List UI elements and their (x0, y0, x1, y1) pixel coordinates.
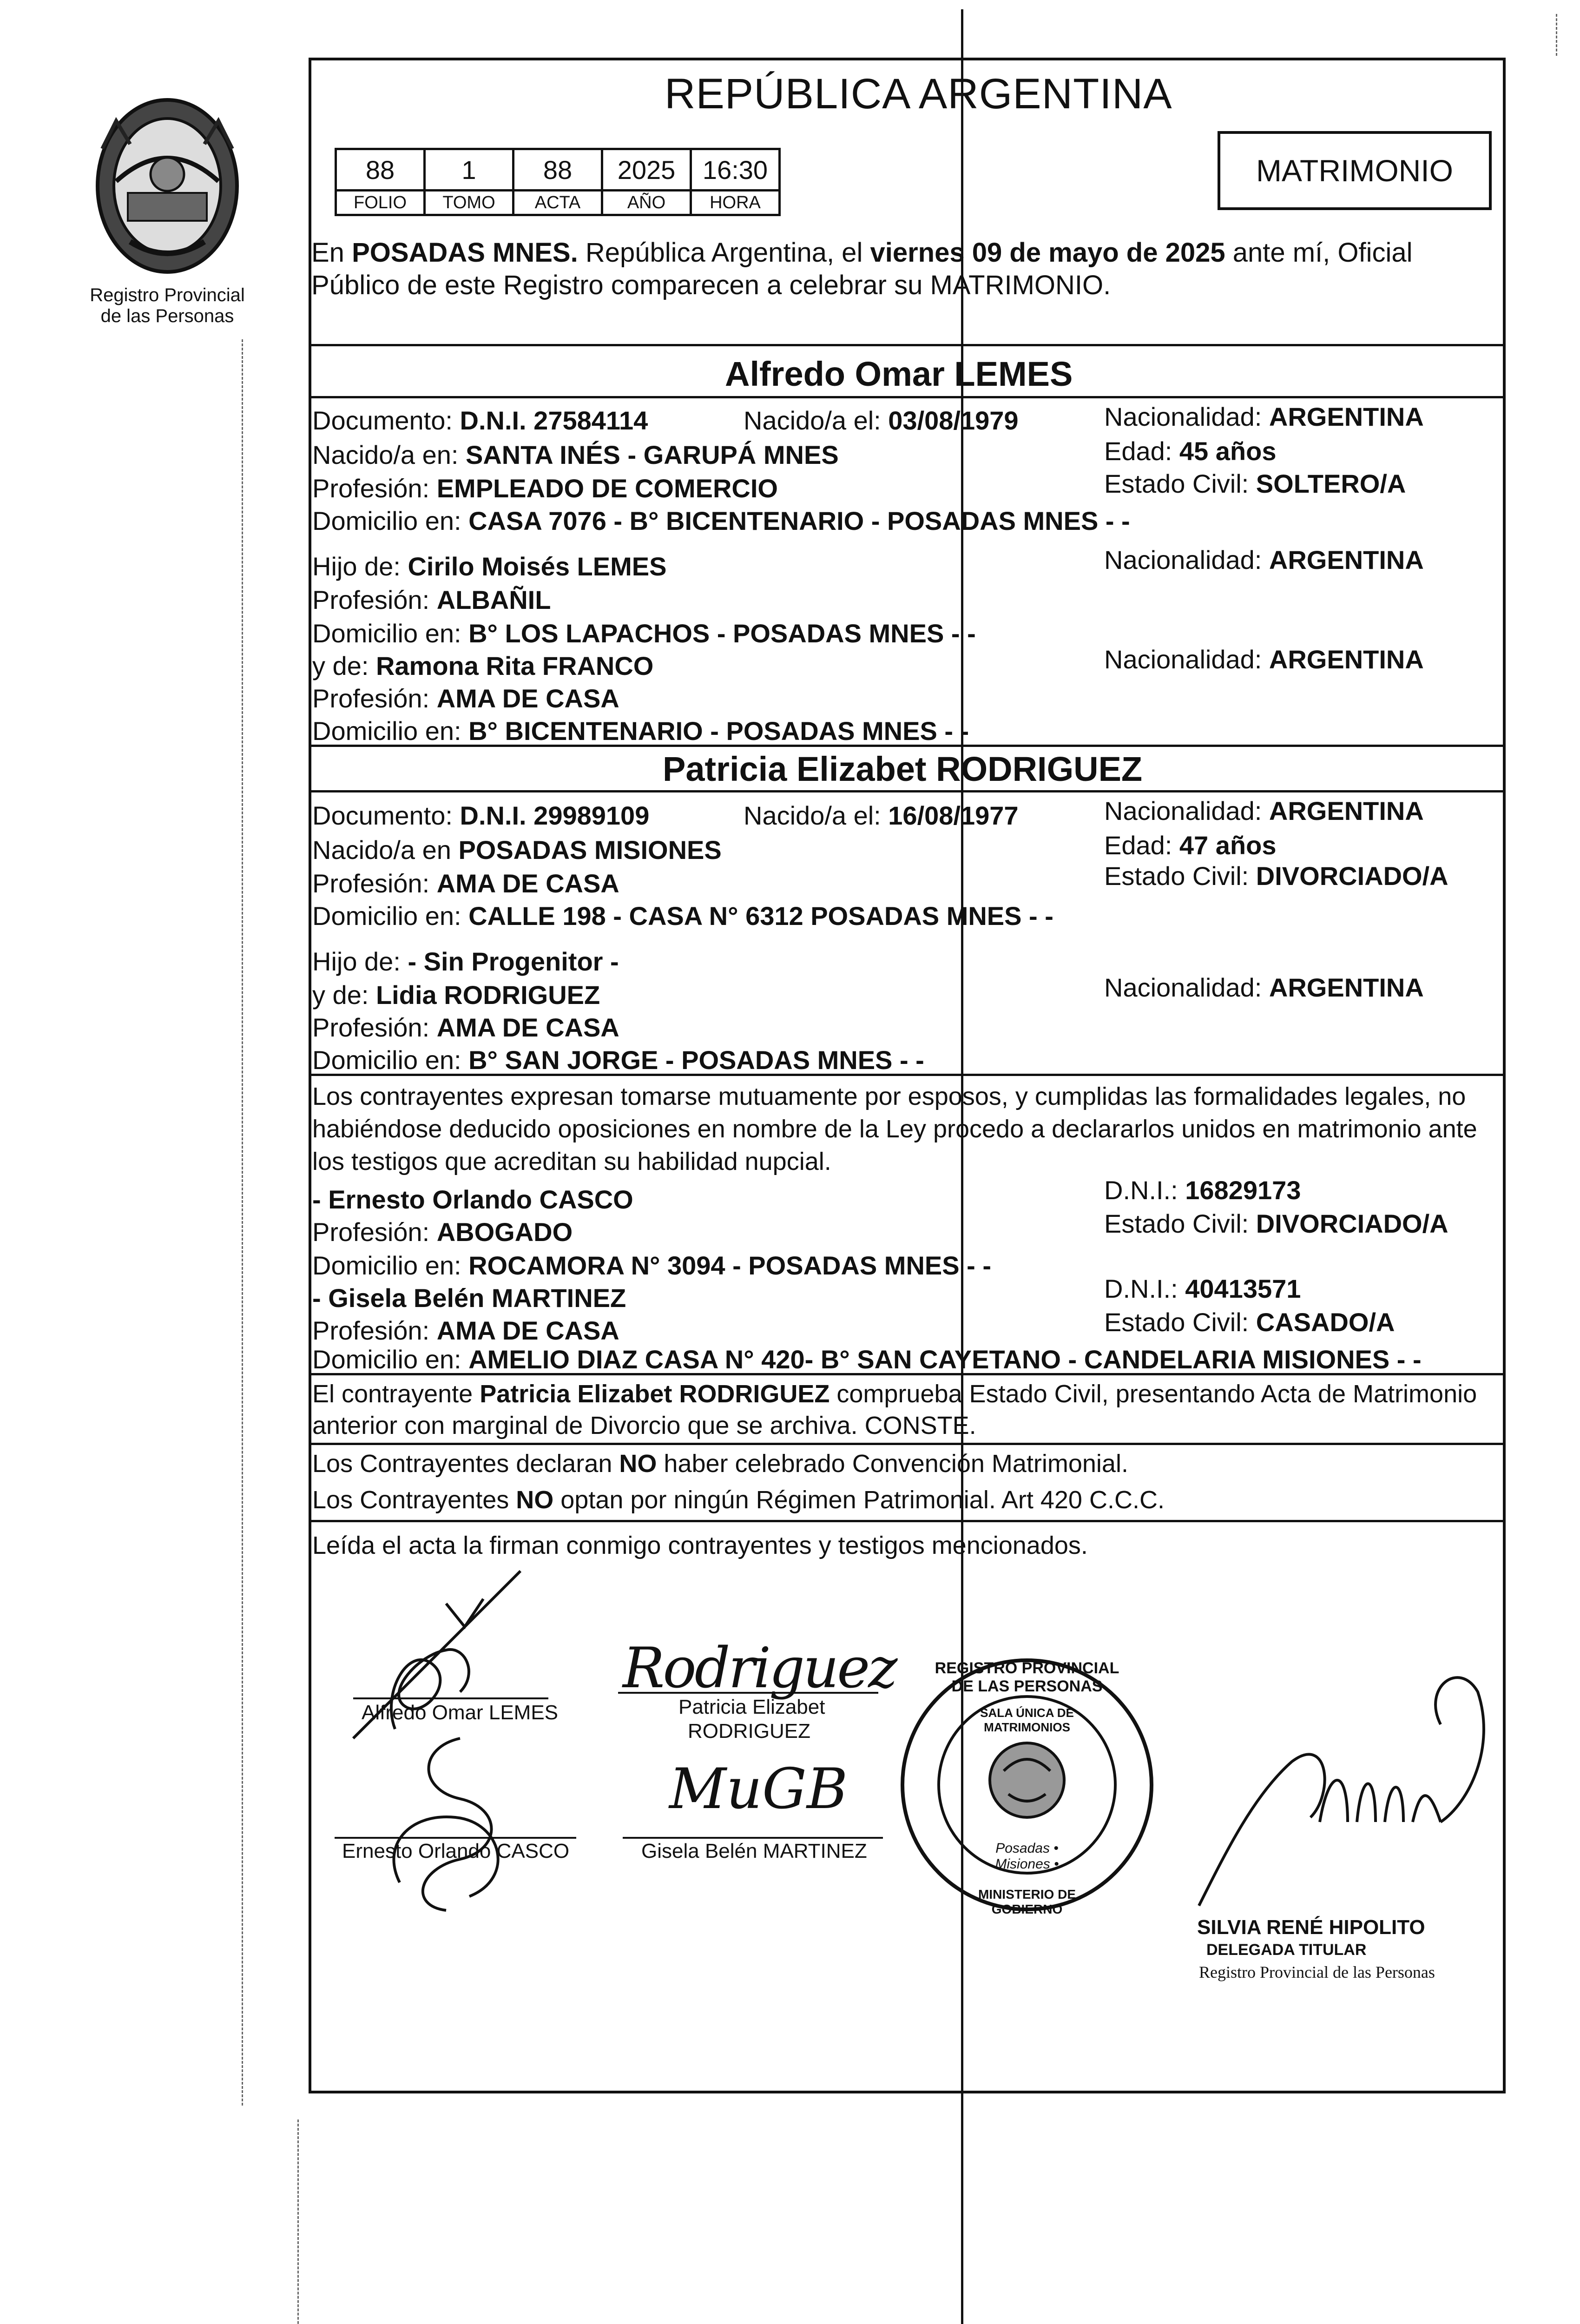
intro-line2: Público de este Registro comparecen a celebrar su MATRIMONIO. (311, 270, 1111, 300)
bride-profession: Profesión: AMA DE CASA (312, 869, 619, 898)
groom-father: Hijo de: Cirilo Moisés LEMES (312, 552, 667, 581)
groom-nationality: Nacionalidad: ARGENTINA (1104, 402, 1424, 431)
groom-age: Edad: 45 años (1104, 436, 1277, 466)
coat-of-arms-icon (84, 93, 251, 279)
declaration-line2: habiéndose deducido oposiciones en nombre de la Ley procedo a declararlos unidos en matrimonio ante (312, 1115, 1477, 1143)
official-signature-mark (1180, 1655, 1515, 1915)
left-margin-dashed-line-lower (297, 2119, 299, 2324)
declaration-line1: Los contrayentes expresan tomarse mutuamente por esposos, y cumplidas las formalidades legales, no (312, 1083, 1466, 1110)
divider-witnesses (309, 1373, 1506, 1375)
civil-status-note-line2: anterior con marginal de Divorcio que se archiva. CONSTE. (312, 1412, 976, 1439)
tomo-label: TOMO (425, 191, 514, 215)
bride-age: Edad: 47 años (1104, 831, 1277, 860)
witness2-signature-line (623, 1837, 883, 1839)
page-title: REPÚBLICA ARGENTINA (665, 70, 1172, 118)
stamp-city: Posadas • Misiones • (995, 1841, 1059, 1872)
groom-civil-status: Estado Civil: SOLTERO/A (1104, 469, 1406, 498)
official-name: SILVIA RENÉ HIPOLITO (1197, 1916, 1425, 1939)
witness2-signature-label: Gisela Belén MARTINEZ (641, 1840, 867, 1862)
official-stamp (897, 1655, 1157, 1915)
groom-signature-label: Alfredo Omar LEMES (362, 1701, 559, 1724)
anio-label: AÑO (602, 191, 691, 215)
divider-groom (309, 745, 1506, 747)
bride-mother-address: Domicilio en: B° SAN JORGE - POSADAS MNES - - (312, 1045, 924, 1075)
witness2-address: Domicilio en: AMELIO DIAZ CASA N° 420- B° SAN CAYETANO - CANDELARIA MISIONES - - (312, 1345, 1422, 1374)
groom-born-on: Nacido/a el: 03/08/1979 (744, 406, 1019, 435)
convention-note: Los Contrayentes declaran NO haber celebrado Convención Matrimonial. (312, 1450, 1128, 1478)
witness1-signature-line (335, 1837, 576, 1839)
bride-signature-line (618, 1692, 878, 1694)
regime-note: Los Contrayentes NO optan por ningún Régimen Patrimonial. Art 420 C.C.C. (312, 1486, 1165, 1514)
bride-born-in: Nacido/a en POSADAS MISIONES (312, 835, 722, 865)
closing-statement: Leída el acta la firman conmigo contrayentes y testigos mencionados. (312, 1532, 1088, 1559)
tomo-value: 1 (425, 149, 514, 191)
hora-label: HORA (691, 191, 780, 215)
act-fields-table (335, 148, 781, 216)
divider-groom-name (309, 396, 1506, 398)
witness2-civil-status: Estado Civil: CASADO/A (1104, 1307, 1395, 1337)
bride-signature-label2: RODRIGUEZ (688, 1720, 810, 1743)
groom-mother-address: Domicilio en: B° BICENTENARIO - POSADAS MNES - - (312, 716, 969, 746)
bride-civil-status: Estado Civil: DIVORCIADO/A (1104, 861, 1448, 891)
emblem-line2: de las Personas (100, 306, 234, 326)
bride-born-on: Nacido/a el: 16/08/1977 (744, 801, 1019, 830)
groom-doc: Documento: D.N.I. 27584114 (312, 406, 648, 435)
bride-mother-profession: Profesión: AMA DE CASA (312, 1013, 619, 1042)
acta-value: 88 (514, 149, 602, 191)
emblem (84, 93, 251, 335)
witness2-name: - Gisela Belén MARTINEZ (312, 1283, 626, 1313)
groom-father-address: Domicilio en: B° LOS LAPACHOS - POSADAS MNES - - (312, 619, 976, 648)
divider-bride-name (309, 790, 1506, 792)
groom-profession: Profesión: EMPLEADO DE COMERCIO (312, 474, 778, 503)
groom-mother-profession: Profesión: AMA DE CASA (312, 684, 619, 713)
groom-mother: y de: Ramona Rita FRANCO (312, 651, 654, 680)
bride-name: Patricia Elizabet RODRIGUEZ (663, 750, 1143, 788)
groom-name: Alfredo Omar LEMES (725, 355, 1073, 393)
official-role: DELEGADA TITULAR (1206, 1941, 1367, 1959)
act-type-label: MATRIMONIO (1256, 153, 1454, 188)
folio-value: 88 (336, 149, 425, 191)
official-office: Registro Provincial de las Personas (1199, 1963, 1435, 1981)
witness1-signature-mark (362, 1729, 558, 1915)
groom-father-nationality: Nacionalidad: ARGENTINA (1104, 545, 1424, 574)
bride-mother-nationality: Nacionalidad: ARGENTINA (1104, 973, 1424, 1002)
stamp-bottom-text: MINISTERIO DE GOBIERNO (978, 1887, 1076, 1916)
witness2-handwritten-signature: MuGB (669, 1757, 848, 1822)
declaration-line3: los testigos que acreditan su habilidad nupcial. (312, 1148, 831, 1175)
anio-value: 2025 (602, 149, 691, 191)
left-margin-dashed-line (242, 339, 243, 2106)
witness2-dni: D.N.I.: 40413571 (1104, 1274, 1301, 1303)
hora-value: 16:30 (691, 149, 780, 191)
groom-born-in: Nacido/a en: SANTA INÉS - GARUPÁ MNES (312, 440, 839, 469)
folio-label: FOLIO (336, 191, 425, 215)
groom-mother-nationality: Nacionalidad: ARGENTINA (1104, 645, 1424, 674)
divider-regime (309, 1520, 1506, 1522)
divider-bride (309, 1074, 1506, 1076)
bride-father: Hijo de: - Sin Progenitor - (312, 947, 619, 976)
witness1-address: Domicilio en: ROCAMORA N° 3094 - POSADAS MNES - - (312, 1251, 992, 1280)
bride-handwritten-signature: Rodriguez (623, 1636, 896, 1701)
stamp-inner-text: SALA ÚNICA DE MATRIMONIOS (980, 1706, 1074, 1734)
act-type-box (1218, 131, 1492, 210)
bride-address: Domicilio en: CALLE 198 - CASA N° 6312 POSADAS MNES - - (312, 901, 1053, 931)
bride-nationality: Nacionalidad: ARGENTINA (1104, 796, 1424, 825)
witness1-dni: D.N.I.: 16829173 (1104, 1175, 1301, 1205)
divider-notes (309, 1443, 1506, 1445)
divider-intro (309, 344, 1506, 346)
bride-doc: Documento: D.N.I. 29989109 (312, 801, 650, 830)
witness1-profession: Profesión: ABOGADO (312, 1217, 573, 1247)
bride-mother: y de: Lidia RODRIGUEZ (312, 980, 600, 1010)
civil-status-note-line1: El contrayente Patricia Elizabet RODRIGUEZ comprueba Estado Civil, presentando Acta de Matrimonio (312, 1380, 1477, 1408)
witness1-name: - Ernesto Orlando CASCO (312, 1185, 633, 1214)
acta-label: ACTA (514, 191, 602, 215)
groom-father-profession: Profesión: ALBAÑIL (312, 585, 551, 614)
witness1-signature-label: Ernesto Orlando CASCO (342, 1840, 570, 1862)
intro-line1: En POSADAS MNES. República Argentina, el viernes 09 de mayo de 2025 ante mí, Oficial (311, 238, 1413, 268)
groom-signature-line (353, 1697, 548, 1699)
stamp-outer-text: REGISTRO PROVINCIAL DE LAS PERSONAS (935, 1659, 1119, 1695)
emblem-line1: Registro Provincial (90, 285, 245, 305)
witness1-civil-status: Estado Civil: DIVORCIADO/A (1104, 1209, 1448, 1238)
bride-signature-label1: Patricia Elizabet (678, 1696, 825, 1718)
right-edge-mark (1556, 14, 1557, 56)
groom-address: Domicilio en: CASA 7076 - B° BICENTENARIO - POSADAS MNES - - (312, 506, 1130, 535)
witness2-profession: Profesión: AMA DE CASA (312, 1316, 619, 1345)
